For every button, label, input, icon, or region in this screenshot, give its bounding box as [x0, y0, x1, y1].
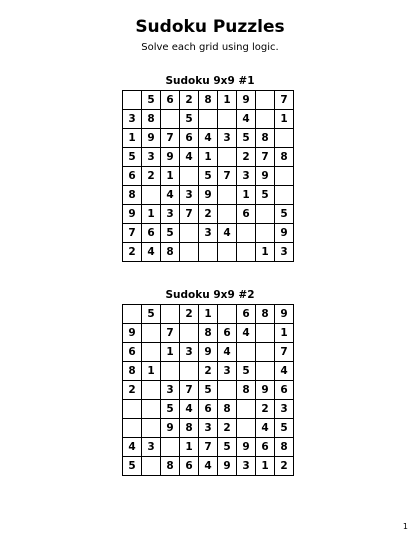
grid-cell: 6 [199, 400, 218, 419]
grid-cell: 2 [199, 362, 218, 381]
grid-row [123, 438, 294, 457]
grid-cell: 1 [161, 167, 180, 186]
grid-cell: 7 [199, 438, 218, 457]
grid-cell [161, 305, 180, 324]
grid-row [123, 148, 294, 167]
grid-cell [218, 186, 237, 205]
grid-cell: 2 [123, 381, 142, 400]
grid-cell [180, 324, 199, 343]
grid-cell: 4 [237, 110, 256, 129]
grid-row [123, 243, 294, 262]
grid-cell: 1 [237, 186, 256, 205]
grid-cell [161, 362, 180, 381]
grid-cell: 3 [218, 362, 237, 381]
grid-cell [142, 400, 161, 419]
grid-cell: 8 [256, 129, 275, 148]
grid-cell: 5 [199, 167, 218, 186]
grid-cell: 6 [237, 205, 256, 224]
grid-row [123, 91, 294, 110]
grid-cell: 3 [123, 110, 142, 129]
grid-cell: 2 [123, 243, 142, 262]
grid-cell: 6 [123, 343, 142, 362]
grid-cell [142, 381, 161, 400]
grid-cell: 6 [180, 457, 199, 476]
grid-cell: 5 [123, 148, 142, 167]
grid-cell [256, 343, 275, 362]
grid-cell: 8 [199, 91, 218, 110]
grid-cell: 1 [161, 343, 180, 362]
grid-cell [199, 110, 218, 129]
grid-cell [142, 419, 161, 438]
grid-row [123, 129, 294, 148]
grid-cell: 3 [180, 343, 199, 362]
grid-cell: 3 [199, 224, 218, 243]
grid-cell: 1 [275, 324, 294, 343]
grid-cell [275, 167, 294, 186]
grid-row [123, 419, 294, 438]
grid-cell: 5 [199, 381, 218, 400]
puzzle-1-title: Sudoku 9x9 #1 [165, 75, 255, 87]
grid-row [123, 343, 294, 362]
grid-cell: 6 [123, 167, 142, 186]
grid-cell [180, 167, 199, 186]
grid-cell: 3 [161, 205, 180, 224]
puzzle-2-title: Sudoku 9x9 #2 [165, 289, 255, 301]
sudoku-grid-1 [122, 90, 294, 262]
grid-row [123, 457, 294, 476]
grid-cell: 2 [199, 205, 218, 224]
page-number: 1 [402, 522, 408, 531]
grid-cell: 1 [199, 148, 218, 167]
grid-cell: 9 [142, 129, 161, 148]
grid-cell: 7 [123, 224, 142, 243]
grid-row [123, 362, 294, 381]
grid-cell: 9 [199, 186, 218, 205]
grid-cell: 7 [161, 324, 180, 343]
grid-cell: 4 [180, 148, 199, 167]
grid-cell: 4 [199, 457, 218, 476]
grid-cell [275, 129, 294, 148]
grid-row [123, 224, 294, 243]
grid-cell: 1 [142, 362, 161, 381]
grid-cell: 1 [142, 205, 161, 224]
grid-cell: 3 [180, 186, 199, 205]
grid-cell: 2 [218, 419, 237, 438]
grid-row [123, 205, 294, 224]
grid-cell: 4 [123, 438, 142, 457]
grid-cell: 9 [123, 324, 142, 343]
grid-cell: 5 [237, 129, 256, 148]
grid-cell: 5 [142, 91, 161, 110]
grid-cell: 3 [237, 167, 256, 186]
grid-row [123, 324, 294, 343]
grid-cell: 6 [256, 438, 275, 457]
grid-cell: 3 [275, 243, 294, 262]
grid-cell: 7 [275, 91, 294, 110]
grid-cell: 1 [256, 457, 275, 476]
sudoku-grid-2 [122, 304, 294, 476]
grid-cell [256, 324, 275, 343]
grid-cell: 2 [275, 457, 294, 476]
grid-cell [161, 438, 180, 457]
grid-cell: 6 [180, 129, 199, 148]
grid-cell: 1 [218, 91, 237, 110]
grid-cell: 5 [256, 186, 275, 205]
grid-cell [123, 305, 142, 324]
grid-cell: 9 [199, 343, 218, 362]
grid-cell: 8 [275, 438, 294, 457]
grid-cell: 9 [275, 224, 294, 243]
grid-cell: 6 [142, 224, 161, 243]
grid-cell: 9 [218, 457, 237, 476]
grid-cell [256, 110, 275, 129]
grid-cell: 8 [142, 110, 161, 129]
grid-cell [161, 110, 180, 129]
grid-cell: 3 [142, 148, 161, 167]
grid-row [123, 305, 294, 324]
grid-cell: 1 [199, 305, 218, 324]
grid-cell: 8 [123, 362, 142, 381]
grid-cell [123, 419, 142, 438]
grid-cell: 8 [218, 400, 237, 419]
grid-cell: 5 [180, 110, 199, 129]
grid-cell: 7 [180, 381, 199, 400]
grid-row [123, 400, 294, 419]
grid-cell: 5 [275, 419, 294, 438]
grid-cell: 7 [161, 129, 180, 148]
grid-cell [256, 205, 275, 224]
grid-cell: 1 [256, 243, 275, 262]
grid-cell: 8 [199, 324, 218, 343]
grid-cell [218, 110, 237, 129]
grid-cell: 4 [142, 243, 161, 262]
grid-cell: 7 [218, 167, 237, 186]
grid-cell [180, 224, 199, 243]
grid-cell: 3 [199, 419, 218, 438]
grid-cell [256, 362, 275, 381]
grid-cell: 3 [275, 400, 294, 419]
grid-cell: 3 [237, 457, 256, 476]
grid-cell: 4 [199, 129, 218, 148]
grid-cell: 2 [180, 305, 199, 324]
grid-cell: 2 [237, 148, 256, 167]
grid-cell: 1 [275, 110, 294, 129]
grid-cell [199, 243, 218, 262]
grid-cell [218, 148, 237, 167]
grid-cell: 9 [256, 167, 275, 186]
grid-cell: 8 [161, 457, 180, 476]
grid-cell: 2 [180, 91, 199, 110]
grid-cell: 4 [218, 343, 237, 362]
grid-cell: 8 [161, 243, 180, 262]
grid-cell [237, 343, 256, 362]
grid-row [123, 167, 294, 186]
grid-cell [256, 91, 275, 110]
grid-cell [218, 243, 237, 262]
grid-cell [256, 224, 275, 243]
grid-cell [142, 343, 161, 362]
grid-cell [218, 381, 237, 400]
grid-cell: 2 [142, 167, 161, 186]
grid-cell: 4 [237, 324, 256, 343]
grid-cell: 9 [161, 148, 180, 167]
grid-cell: 7 [180, 205, 199, 224]
grid-cell: 5 [142, 305, 161, 324]
grid-cell [142, 457, 161, 476]
grid-cell [237, 419, 256, 438]
grid-row [123, 110, 294, 129]
grid-cell: 1 [123, 129, 142, 148]
grid-cell [180, 362, 199, 381]
grid-cell: 8 [256, 305, 275, 324]
grid-cell: 8 [237, 381, 256, 400]
grid-cell: 9 [123, 205, 142, 224]
grid-cell: 5 [237, 362, 256, 381]
grid-cell [123, 400, 142, 419]
grid-cell [142, 324, 161, 343]
grid-cell: 4 [256, 419, 275, 438]
grid-row [123, 381, 294, 400]
grid-cell: 4 [180, 400, 199, 419]
grid-cell [142, 186, 161, 205]
grid-cell [180, 243, 199, 262]
grid-cell [218, 205, 237, 224]
grid-cell: 6 [275, 381, 294, 400]
grid-cell: 7 [275, 343, 294, 362]
grid-row [123, 186, 294, 205]
grid-cell: 9 [237, 438, 256, 457]
grid-cell [218, 305, 237, 324]
grid-cell [237, 224, 256, 243]
grid-cell: 6 [237, 305, 256, 324]
grid-cell: 5 [161, 224, 180, 243]
grid-cell: 9 [161, 419, 180, 438]
grid-cell: 1 [180, 438, 199, 457]
grid-cell: 4 [218, 224, 237, 243]
grid-cell: 5 [218, 438, 237, 457]
grid-cell: 3 [142, 438, 161, 457]
grid-cell: 7 [256, 148, 275, 167]
grid-cell: 9 [275, 305, 294, 324]
grid-cell [275, 186, 294, 205]
grid-cell: 9 [256, 381, 275, 400]
grid-cell: 3 [218, 129, 237, 148]
grid-cell: 6 [218, 324, 237, 343]
grid-cell: 2 [256, 400, 275, 419]
grid-cell [237, 400, 256, 419]
grid-cell: 5 [161, 400, 180, 419]
grid-cell [123, 91, 142, 110]
grid-cell: 8 [275, 148, 294, 167]
grid-cell: 6 [161, 91, 180, 110]
grid-cell [237, 243, 256, 262]
grid-cell: 8 [180, 419, 199, 438]
grid-cell: 9 [237, 91, 256, 110]
grid-cell: 4 [275, 362, 294, 381]
grid-cell: 3 [161, 381, 180, 400]
grid-cell: 4 [161, 186, 180, 205]
grid-cell: 5 [123, 457, 142, 476]
page-title: Sudoku Puzzles [135, 17, 285, 37]
grid-cell: 5 [275, 205, 294, 224]
grid-cell: 8 [123, 186, 142, 205]
page-subtitle: Solve each grid using logic. [141, 42, 279, 53]
